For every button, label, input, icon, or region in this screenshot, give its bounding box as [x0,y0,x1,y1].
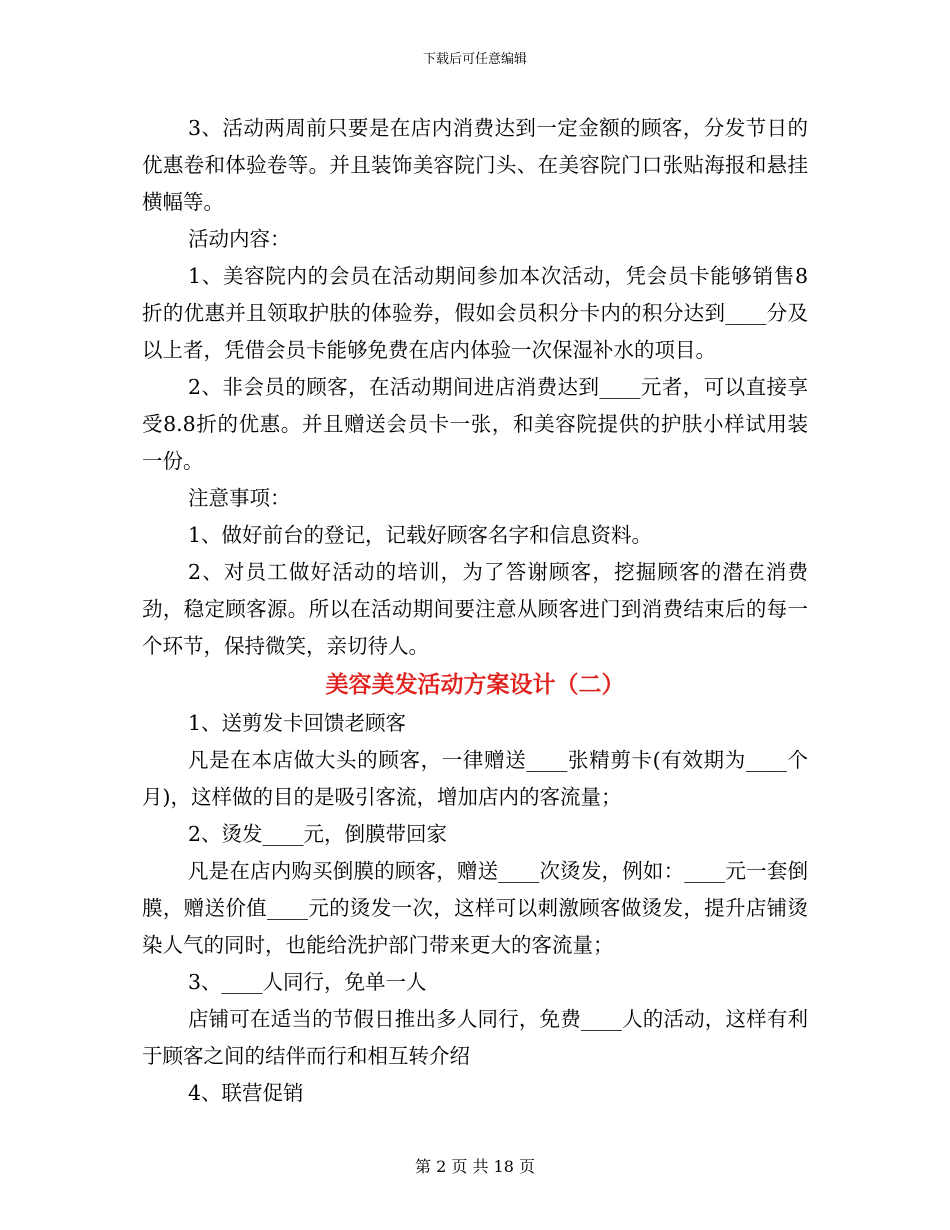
paragraph-non-member-offer: 2、非会员的顾客，在活动期间进店消费达到____元者，可以直接享受8.8折的优惠。并且赠送会员卡一张，和美容院提供的护肤小样试用装一份。 [142,375,808,473]
paragraph-note-2: 2、对员工做好活动的培训，为了答谢顾客，挖掘顾客的潜在消费劲，稳定顾客源。所以在活动期间要注意从顾客进门到消费结束后的每一个环节，保持微笑，亲切待人。 [142,560,808,658]
paragraph-group-discount: 店铺可在适当的节假日推出多人同行，免费____人的活动，这样有利于顾客之间的结伴而行和相互转介绍 [142,1007,808,1068]
section-title: 美容美发活动方案设计（二） [325,672,625,698]
paragraph-activity-prep-3: 3、活动两周前只要是在店内消费达到一定金额的顾客，分发节日的优惠卷和体验卷等。并且装饰美容院门头、在美容院门口张贴海报和悬挂横幅等。 [142,116,808,214]
page-header: 下载后可任意编辑 [422,52,527,67]
paragraph-haircut-card: 凡是在本店做大头的顾客，一律赠送____张精剪卡(有效期为____个月)，这样做的目的是吸引客流，增加店内的客流量； [142,748,808,809]
heading-activity-content: 活动内容： [188,227,291,251]
paragraph-member-offer: 1、美容院内的会员在活动期间参加本次活动，凭会员卡能够销售8折的优惠并且领取护肤的体验券，假如会员积分卡内的积分达到____分及以上者，凭借会员卡能够免费在店内体验一次保湿补水的项目。 [142,264,808,362]
paragraph-note-1: 1、做好前台的登记，记载好顾客名字和信息资料。 [188,523,653,547]
page-footer: 第 2 页 共 18 页 [415,1157,535,1176]
heading-notes: 注意事项： [188,486,291,510]
document-body [142,110,808,1112]
item-haircut-card: 1、送剪发卡回馈老顾客 [188,711,407,735]
item-group-discount: 3、____人同行，免单一人 [188,970,427,994]
item-joint-promotion: 4、联营促销 [188,1081,304,1105]
paragraph-perm-offer: 凡是在店内购买倒膜的顾客，赠送____次烫发，例如：____元一套倒膜，赠送价值____元的烫发一次，这样可以刺激顾客做烫发，提升店铺烫染人气的同时，也能给洗护部门带来更大的客流量； [142,859,808,957]
item-perm-offer: 2、烫发____元，倒膜带回家 [188,822,448,846]
